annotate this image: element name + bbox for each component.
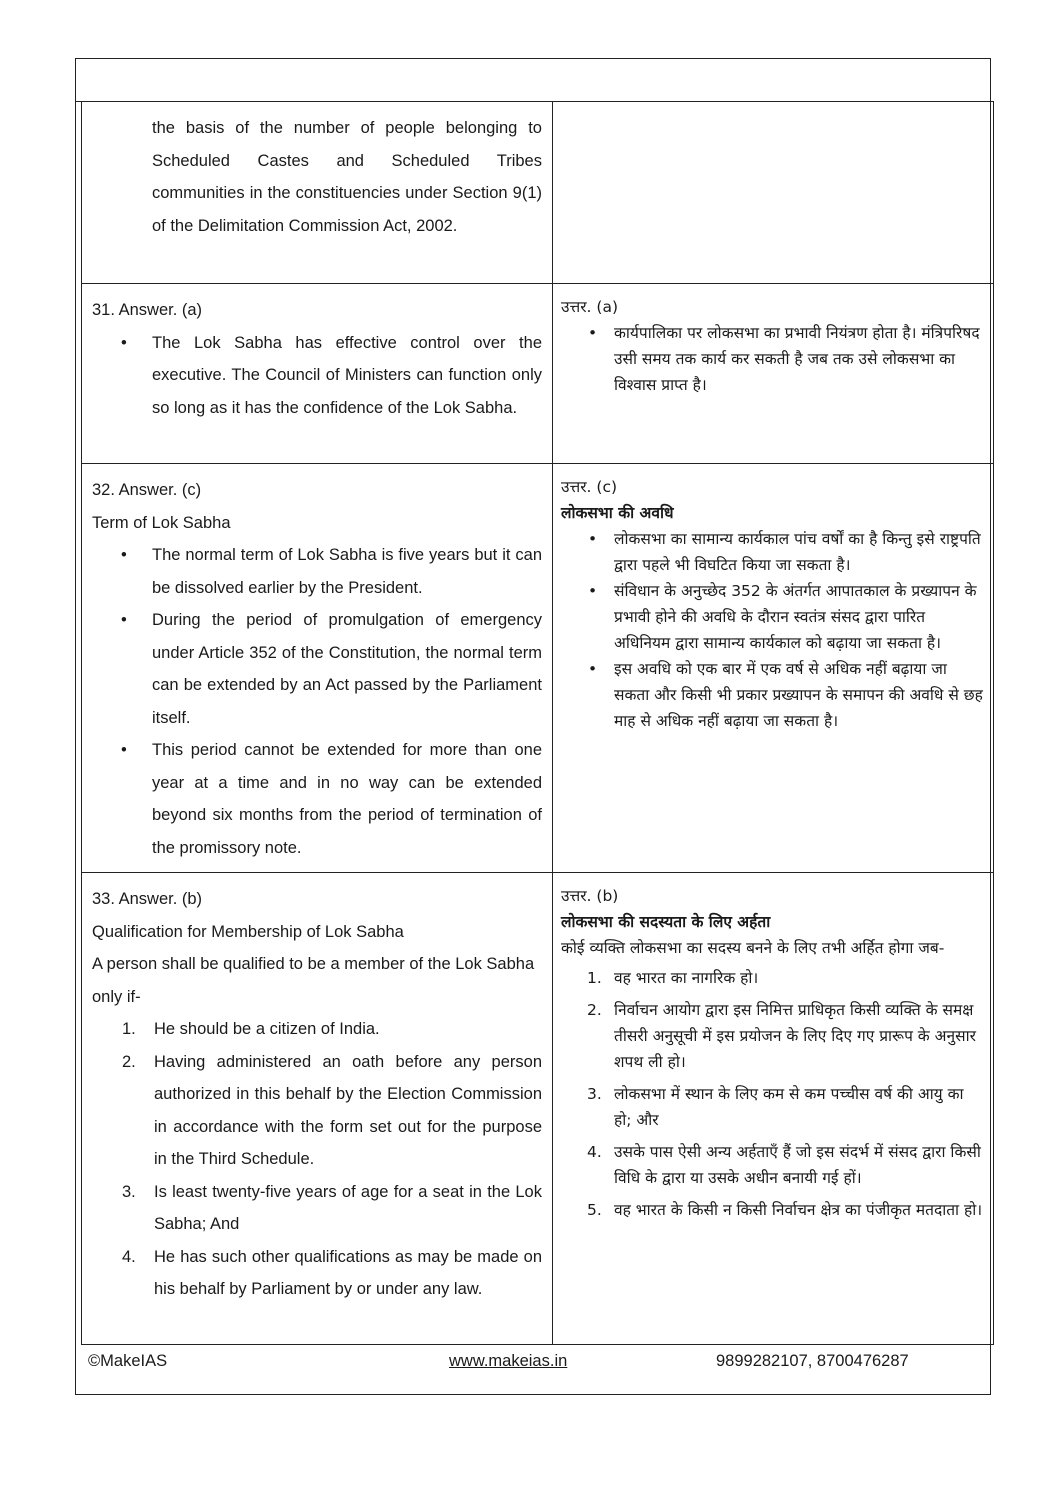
answer-heading: 31. Answer. (a) [92,301,203,319]
answer-bullet-hindi: • लोकसभा का सामान्य कार्यकाल पांच वर्षों का है किन्तु इसे राष्ट्रपति द्वारा पहले भी विघटित किया जा सकता है। [614,526,985,578]
list-item-hindi: 5. वह भारत के किसी न किसी निर्वाचन क्षेत्र का पंजीकृत मतदाता हो। [587,1201,983,1219]
answer-bullet: • The Lok Sabha has effective control over the executive. The Council of Ministers can function only so long as it has the confidence of the Lok Sabha. [152,327,542,425]
answer-subheading: Qualification for Membership of Lok Sabha [92,922,404,941]
hindi-cell [553,464,994,873]
answer-subheading: Term of Lok Sabha [92,513,231,532]
table-row [82,284,994,464]
qa-table [81,101,994,1345]
table-row [82,873,994,1345]
answer-subheading-hindi: लोकसभा की अवधि [561,504,674,522]
answer-bullet-hindi: • कार्यपालिका पर लोकसभा का प्रभावी नियंत्रण होता है। मंत्रिपरिषद उसी समय तक कार्य कर सकती है जब तक उसे लोकसभा का विश्वास प्राप्त है। [614,320,985,398]
answer-bullet: • During the period of promulgation of emergency under Article 352 of the Constitution, the normal term can be extended by an Act passed by the Parliament itself. [152,604,542,734]
english-cell [82,284,553,464]
answer-heading-hindi: उत्तर. (b) [561,887,619,905]
hindi-cell [553,102,994,284]
answer-heading-hindi: उत्तर. (c) [561,478,618,496]
answer-heading: 32. Answer. (c) [92,481,202,499]
answer-subheading-hindi: लोकसभा की सदस्यता के लिए अर्हता [561,913,771,931]
answer-bullet-hindi: • संविधान के अनुच्छेद 352 के अंतर्गत आपातकाल के प्रख्यापन के प्रभावी होने की अवधि के दौरान स्वतंत्र संसद द्वारा पारित अधिनियम द्वारा सामान्य कार्यकाल को बढ़ाया जा सकता है। [614,578,985,656]
footer-copyright: ©MakeIAS [88,1352,168,1370]
answer-heading: 33. Answer. (b) [92,890,203,908]
answer-bullet: • This period cannot be extended for more than one year at a time and in no way can be extended beyond six months from the period of termination of the promissory note. [152,734,542,864]
english-cell [82,873,553,1345]
continuation-text: the basis of the number of people belonging to Scheduled Castes and Scheduled Tribes communities in the constituencies under Section 9(1) of the Delimitation Commission Act, 2002. [152,119,542,235]
list-item-hindi: 2. निर्वाचन आयोग द्वारा इस निमित्त प्राधिकृत किसी व्यक्ति के समक्ष तीसरी अनुसूची में इस प्रयोजन के लिए दिए गए प्रारूप के अनुसार शपथ ली हो। [587,1001,976,1071]
list-item: 1. He should be a citizen of India. [122,1020,380,1038]
list-item-hindi: 1. वह भारत का नागरिक हो। [587,969,759,987]
footer-phone-numbers: 9899282107, 8700476287 [716,1352,909,1370]
answer-intro: A person shall be qualified to be a member of the Lok Sabha only if- [92,955,535,1006]
english-cell [82,464,553,873]
list-item-hindi: 4. उसके पास ऐसी अन्य अर्हताएँ हैं जो इस संदर्भ में संसद द्वारा किसी विधि के द्वारा या उसके अधीन बनायी गई हों। [587,1143,981,1187]
table-row [82,102,994,284]
header-band [76,59,990,102]
answer-bullet: • The normal term of Lok Sabha is five years but it can be dissolved earlier by the President. [152,539,542,604]
list-item: 3. Is least twenty-five years of age for a seat in the Lok Sabha; And [122,1182,542,1233]
answer-heading-hindi: उत्तर. (a) [561,298,618,316]
english-cell [82,102,553,284]
list-item-hindi: 3. लोकसभा में स्थान के लिए कम से कम पच्चीस वर्ष की आयु का हो; और [587,1085,964,1129]
footer-website-link[interactable]: www.makeias.in [449,1352,568,1370]
list-item: 4. He has such other qualifications as may be made on his behalf by Parliament by or under any law. [122,1247,542,1298]
list-item: 2. Having administered an oath before any person authorized in this behalf by the Election Commission in accordance with the form set out for the purpose in the Third Schedule. [122,1052,542,1168]
table-row [82,464,994,873]
answer-intro-hindi: कोई व्यक्ति लोकसभा का सदस्य बनने के लिए तभी अर्हित होगा जब- [561,939,945,957]
hindi-cell [553,873,994,1345]
hindi-cell [553,284,994,464]
answer-bullet-hindi: • इस अवधि को एक बार में एक वर्ष से अधिक नहीं बढ़ाया जा सकता और किसी भी प्रकार प्रख्यापन के समापन की अवधि से छह माह से अधिक नहीं बढ़ाया जा सकता है। [614,656,985,734]
